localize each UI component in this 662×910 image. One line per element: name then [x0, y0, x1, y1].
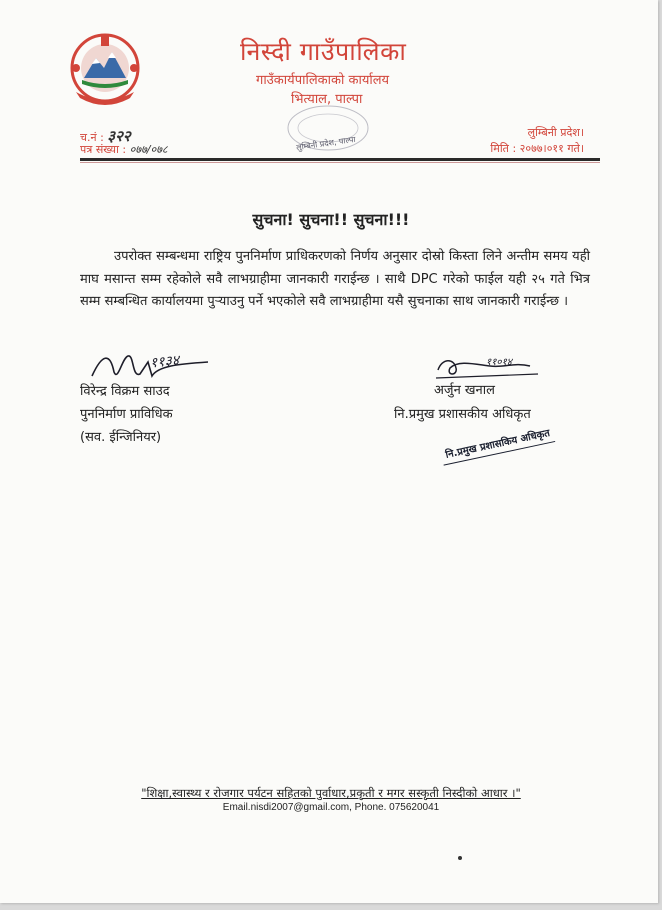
left-signatory-subtitle: (सव. ईन्जिनियर) [80, 430, 162, 445]
right-signatory-stamp [439, 418, 556, 465]
header-divider-thin [80, 162, 600, 163]
signature-right-note: ११०१४ [486, 357, 512, 368]
left-signatory-title: पुननिर्माण प्राविधिक [80, 407, 173, 422]
org-address: भित्याल, पाल्पा [291, 92, 363, 107]
left-signatory-name: विरेन्द्र विक्रम साउद [80, 384, 170, 399]
notice-title: सुचना! सुचना!! सुचना!!! [252, 210, 410, 229]
letter-number-value: ०७७/०७८ [129, 143, 168, 156]
ref-number-label: च.नं : [80, 131, 104, 144]
date [490, 141, 584, 156]
date-value: २०७७।०११ गते। [519, 142, 584, 155]
org-office: गाउँकार्यपालिकाको कार्यालय [256, 73, 390, 88]
notice-body: उपरोक्त सम्बन्धमा राष्ट्रिय पुननिर्माण प्राधिकरणको निर्णय अनुसार दोस्रो किस्ता लिने अन्तीम समय यही माघ मसान्त सम्म रहेकोले सवै लाभग्राहीमा जानकारी गराईन्छ । साथै DPC गरेको फाईल यही २५ गते भित्र सम्म सम्बन्धित कार्यालयमा पुर्‍याउनु पर्ने भएकोले सवै लाभग्राहीमा यसै सुचनाका साथ जानकारी गराईन्छ । [80, 249, 590, 309]
province-label: लुम्बिनी प्रदेश। [527, 126, 584, 139]
government-emblem-icon [62, 28, 148, 110]
letter-number [80, 142, 168, 157]
header-divider [80, 158, 600, 161]
right-signatory-title: नि.प्रमुख प्रशासकीय अधिकृत [394, 407, 531, 422]
right-signatory-name: अर्जुन खनाल [434, 383, 495, 398]
org-name: निस्दी गाउँपालिका [240, 37, 407, 66]
round-stamp-text: लुम्बिनी प्रदेश, पाल्पा [295, 134, 357, 153]
footer-slogan [0, 786, 662, 801]
ref-number-value: ३२२ [107, 127, 131, 145]
footer-slogan-text: "शिक्षा,स्वास्थ्य र रोजगार पर्यटन सहितको पुर्वाधार,प्रकृती र मगर सस्कृती निस्दीको आधार ।" [141, 786, 521, 800]
signature-left-note: ११३४ [149, 352, 180, 372]
ink-dot [458, 856, 462, 860]
right-signatory-stamp-text: नि.प्रमुख प्रशासकिय अधिकृत [444, 428, 551, 461]
date-label: मिति : [490, 142, 517, 155]
footer-contact: Email.nisdi2007@gmail.com, Phone. 075620041 [222, 802, 440, 813]
letter-number-label: पत्र संख्या : [80, 143, 127, 156]
